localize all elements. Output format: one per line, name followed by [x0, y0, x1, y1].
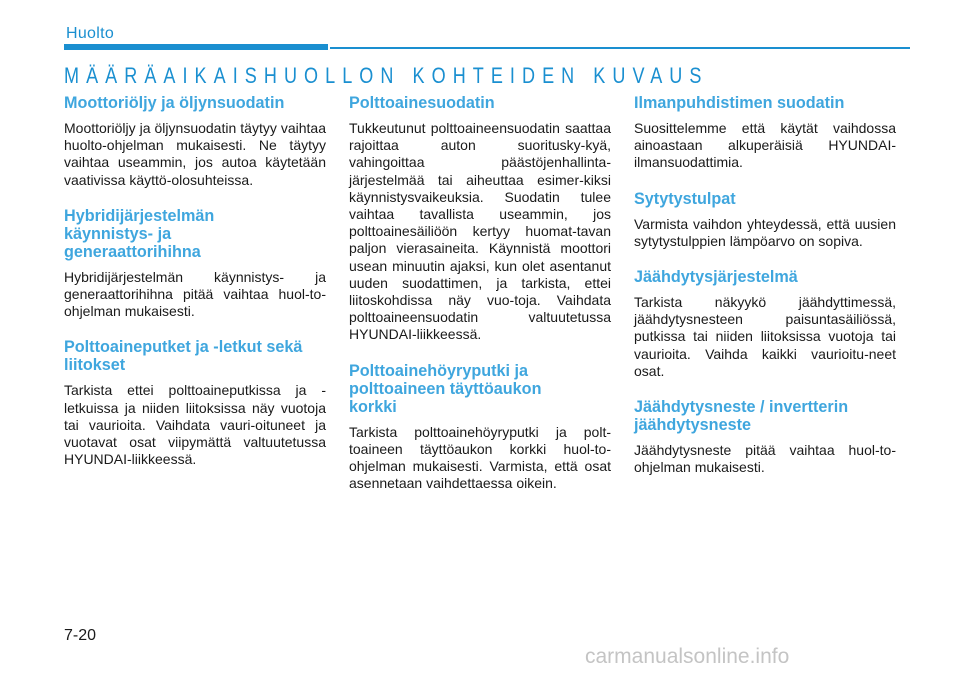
- chapter-title: MÄÄRÄAIKAISHUOLLON KOHTEIDEN KUVAUS: [64, 63, 709, 88]
- page-number: 7-20: [64, 627, 97, 644]
- header-rule-thin: [330, 47, 910, 49]
- text-fuel-filter: Tukkeutunut polttoaineensuodatin saattaa rajoittaa auton suoritusky-kyä, vahingoittaa päästöjenhallinta-järjestelmää tai aiheuttaa esimer-kiksi käynnistysvaikeuksia. Suodatin tulee vaihtaa tavallista useammin, jos polttoainesäiliöön kertyy huomat-tavan paljon vierasaineita. Käynnistä moottori usean minuutin ajaksi, kun olet asentanut uuden suodattimen, ja tarkista, ettei liitoskohdissa näy vuo-toja. Vaihdata polttoaineensuodatin valtuutetussa HYUNDAI-liikkeessä.: [349, 120, 611, 343]
- text-spark-plugs: Varmista vaihdon yhteydessä, että uusien sytytystulppien lämpöarvo on sopiva.: [634, 215, 896, 249]
- text-coolant: Jäähdytysneste pitää vaihtaa huol-to-ohjelman mukaisesti.: [634, 442, 896, 476]
- header-rule-thick: [64, 44, 328, 50]
- heading-hybrid-belt: Hybridijärjestelmän käynnistys- ja generaattorihihna: [64, 206, 215, 261]
- text-vapor-hose: Tarkista polttoainehöyryputki ja polt-toaineen täyttöaukon korkki huol-to-ohjelman mukaisesti. Varmista, että osat asennetaan vaihdettaessa oikein.: [349, 423, 611, 492]
- text-fuel-lines: Tarkista ettei polttoaineputkissa ja -letkuissa ja niiden liitoksissa näy vuotoja tai vaurioita. Vaihdata vauri-oituneet ja vuotavat osat viipymättä valtuutetussa HYUNDAI-liikkeessä.: [64, 382, 326, 468]
- text-hybrid-belt: Hybridijärjestelmän käynnistys- ja generaattorihihna pitää vaihtaa huol-to-ohjelman mukaisesti.: [64, 268, 326, 320]
- heading-coolant: Jäähdytysneste / invertterin jäähdytysneste: [634, 398, 849, 435]
- text-air-filter: Suosittelemme että käytät vaihdossa ainoastaan alkuperäisiä HYUNDAI-ilmansuodattimia.: [634, 120, 896, 171]
- text-cooling-system: Tarkista näkyykö jäähdyttimessä, jäähdytysnesteen paisuntasäiliössä, putkissa tai niiden liitoksissa vuotoja tai vaurioita. Vaihda kaikki vaurioitu-neet osat.: [634, 294, 896, 379]
- heading-vapor-hose: Polttoainehöyryputki ja polttoaineen täyttöaukon korkki: [349, 361, 542, 416]
- heading-engine-oil: Moottoriöljy ja öljynsuodatin: [64, 94, 285, 112]
- heading-fuel-filter: Polttoainesuodatin: [349, 94, 495, 112]
- section-label: Huolto: [66, 25, 115, 42]
- heading-air-filter: Ilmanpuhdistimen suodatin: [634, 94, 845, 112]
- column-3: [634, 94, 896, 494]
- watermark: carmanualsonline.info: [585, 645, 790, 668]
- text-engine-oil: Moottoriöljy ja öljynsuodatin täytyy vaihtaa huolto-ohjelman mukaisesti. Ne täytyy vaihtaa useammin, jos autoa käytetään vaativissa käyttö-olosuhteissa.: [64, 120, 326, 188]
- heading-fuel-lines: Polttoaineputket ja -letkut sekä liitokset: [64, 338, 303, 375]
- column-2: [349, 94, 611, 510]
- heading-cooling-system: Jäähdytysjärjestelmä: [634, 268, 798, 287]
- heading-spark-plugs: Sytytystulpat: [634, 189, 736, 208]
- column-1: [64, 94, 326, 486]
